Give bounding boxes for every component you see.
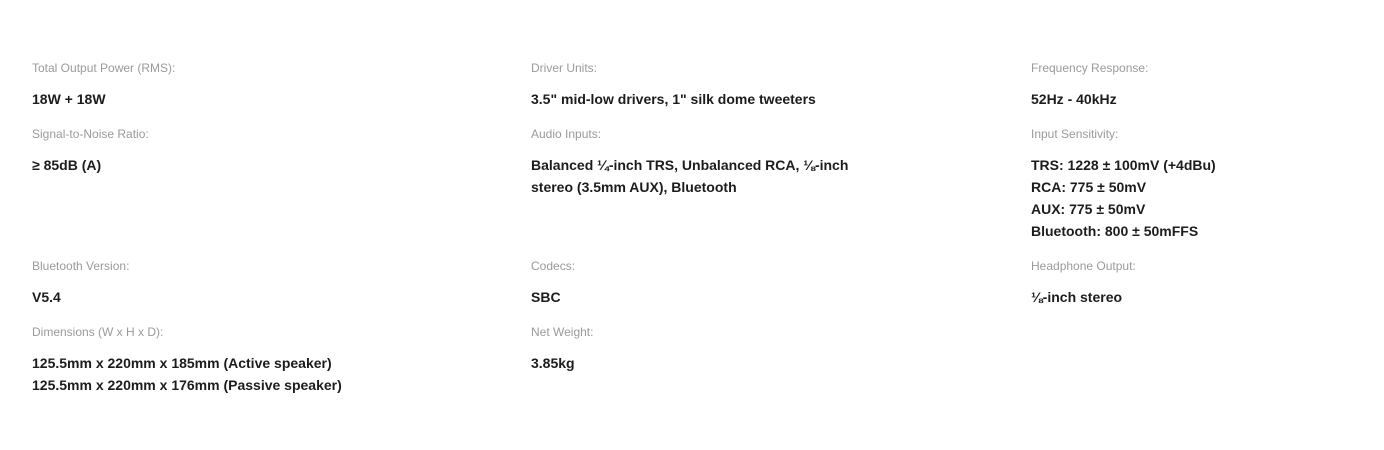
spec-value	[531, 286, 971, 308]
spec-value	[1031, 286, 1384, 308]
spec-label: Total Output Power (RMS):	[32, 61, 176, 75]
spec-label: Dimensions (W x H x D):	[32, 325, 164, 339]
spec-bluetooth-version	[32, 258, 472, 308]
spec-value-line: 125.5mm x 220mm x 176mm (Passive speaker)	[32, 377, 342, 393]
spec-input-sensitivity	[1031, 126, 1384, 242]
spec-value	[531, 154, 971, 198]
spec-value	[1031, 154, 1384, 242]
spec-codecs	[531, 258, 971, 308]
spec-total-output-power	[32, 60, 472, 110]
spec-label: Audio Inputs:	[531, 127, 602, 141]
spec-value-line: ⅛-inch stereo	[1031, 289, 1123, 305]
spec-label: Headphone Output:	[1031, 259, 1136, 273]
spec-value	[531, 352, 971, 374]
spec-value-line: TRS: 1228 ± 100mV (+4dBu)	[1031, 157, 1216, 173]
spec-label: Net Weight:	[531, 325, 594, 339]
spec-label: Frequency Response:	[1031, 61, 1149, 75]
spec-value-line: 125.5mm x 220mm x 185mm (Active speaker)	[32, 355, 332, 371]
spec-label: Input Sensitivity:	[1031, 127, 1119, 141]
spec-value	[32, 88, 472, 110]
spec-label: Signal-to-Noise Ratio:	[32, 127, 149, 141]
spec-label: Bluetooth Version:	[32, 259, 130, 273]
spec-value	[1031, 88, 1384, 110]
spec-value-line: RCA: 775 ± 50mV	[1031, 179, 1147, 195]
spec-net-weight	[531, 324, 971, 374]
spec-audio-inputs	[531, 126, 971, 198]
spec-value-line: Bluetooth: 800 ± 50mFFS	[1031, 223, 1199, 239]
spec-value-line: 3.5" mid-low drivers, 1" silk dome tweeters	[531, 91, 816, 107]
spec-driver-units	[531, 60, 971, 110]
spec-value-line: Balanced ¼-inch TRS, Unbalanced RCA, ⅛-inch	[531, 157, 849, 173]
spec-value-line: ≥ 85dB (A)	[32, 157, 102, 173]
spec-value	[32, 286, 472, 308]
spec-label: Codecs:	[531, 259, 576, 273]
spec-value-line: AUX: 775 ± 50mV	[1031, 201, 1146, 217]
spec-value	[32, 154, 472, 176]
spec-value-line: SBC	[531, 289, 561, 305]
spec-frequency-response	[1031, 60, 1384, 110]
spec-value-line: 3.85kg	[531, 355, 575, 371]
spec-label: Driver Units:	[531, 61, 598, 75]
spec-value-line: stereo (3.5mm AUX), Bluetooth	[531, 179, 737, 195]
spec-value-line: 18W + 18W	[32, 91, 106, 107]
spec-value	[32, 352, 472, 396]
spec-headphone-output	[1031, 258, 1384, 308]
spec-signal-to-noise-ratio	[32, 126, 472, 176]
spec-value-line: 52Hz - 40kHz	[1031, 91, 1117, 107]
spec-value-line: V5.4	[32, 289, 61, 305]
spec-dimensions	[32, 324, 472, 396]
spec-value	[531, 88, 971, 110]
